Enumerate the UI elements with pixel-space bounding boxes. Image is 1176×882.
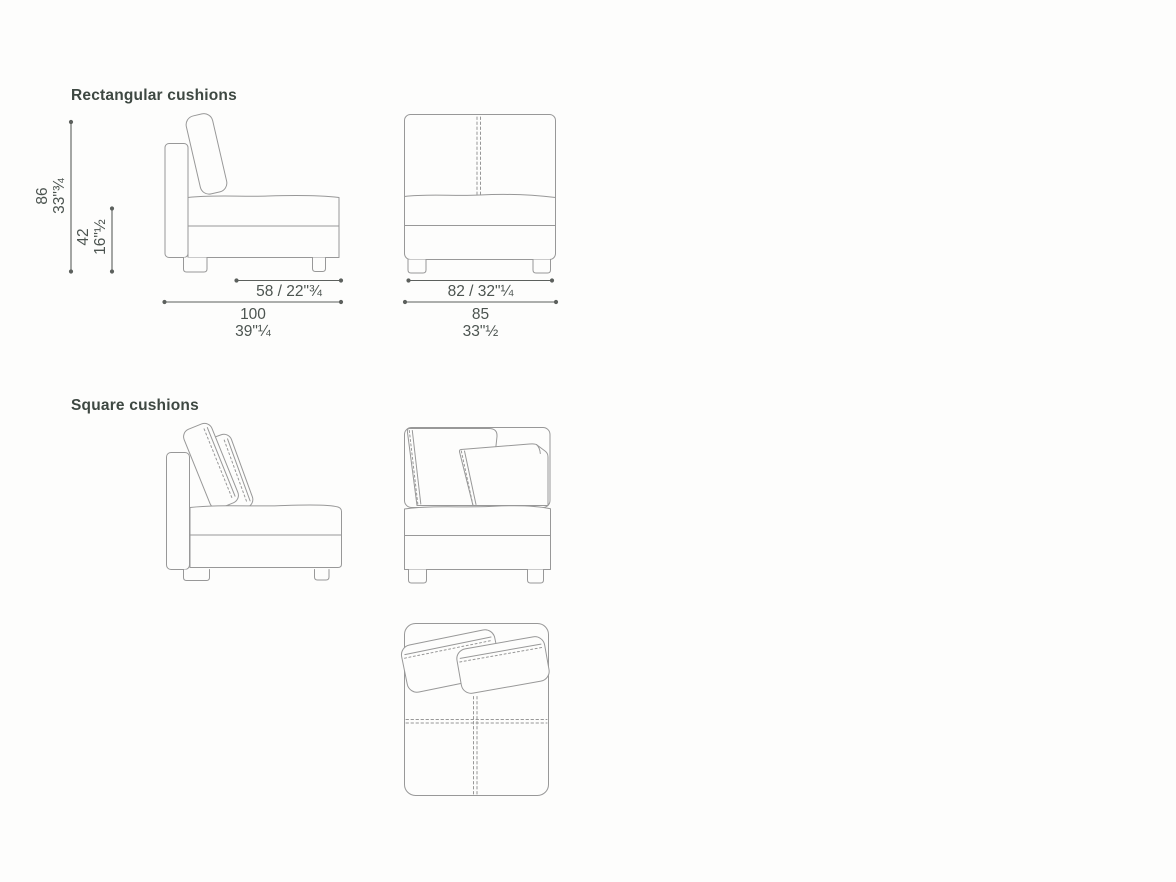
side-back-cushion (184, 112, 228, 196)
dim-seat-height-label (75, 219, 109, 255)
dim-total-depth-label (164, 307, 342, 340)
dim-total-depth-cm: 100 (240, 306, 266, 323)
front-foot-right (533, 260, 551, 274)
sq-front-cushion-right (459, 444, 548, 506)
sq-front-seat-base (405, 506, 551, 570)
sq-side-back-panel (167, 453, 190, 570)
sq-side-foot-right (315, 570, 330, 581)
sq-front-foot-right (528, 570, 544, 584)
dim-total-depth-in: 39"¼ (235, 322, 271, 340)
section-title-rectangular-cushions: Rectangular cushions (71, 87, 237, 104)
square-cushions-side-view-drawing (167, 421, 342, 581)
dim-total-height-cm: 86 (34, 187, 51, 205)
section-title-square-cushions: Square cushions (71, 397, 199, 414)
front-foot-left (408, 260, 426, 274)
dim-seat-height-cm: 42 (75, 228, 92, 246)
dim-total-width-in: 33"½ (462, 322, 499, 340)
side-foot-right (313, 258, 326, 272)
dim-total-height-label (34, 178, 68, 214)
dim-seat-height-in: 16"½ (92, 219, 109, 255)
rect-cushions-front-view-drawing (405, 115, 556, 274)
dim-total-width-label (404, 307, 557, 340)
dim-total-height-in: 33"¾ (51, 178, 68, 214)
dim-seat-width-label: 82 / 32"¼ (447, 282, 514, 300)
square-cushions-top-view-drawing (400, 624, 551, 796)
sq-front-foot-left (409, 570, 427, 584)
dim-total-width-cm: 85 (471, 306, 490, 323)
sq-side-seat-base (190, 505, 342, 568)
dim-seat-depth-label: 58 / 22"¾ (256, 282, 322, 300)
side-foot-left (184, 258, 208, 273)
square-cushions-front-view-drawing (405, 428, 551, 584)
side-back-panel (165, 144, 188, 258)
rect-cushions-side-view-drawing (165, 112, 339, 272)
sq-side-foot-left (184, 570, 210, 581)
